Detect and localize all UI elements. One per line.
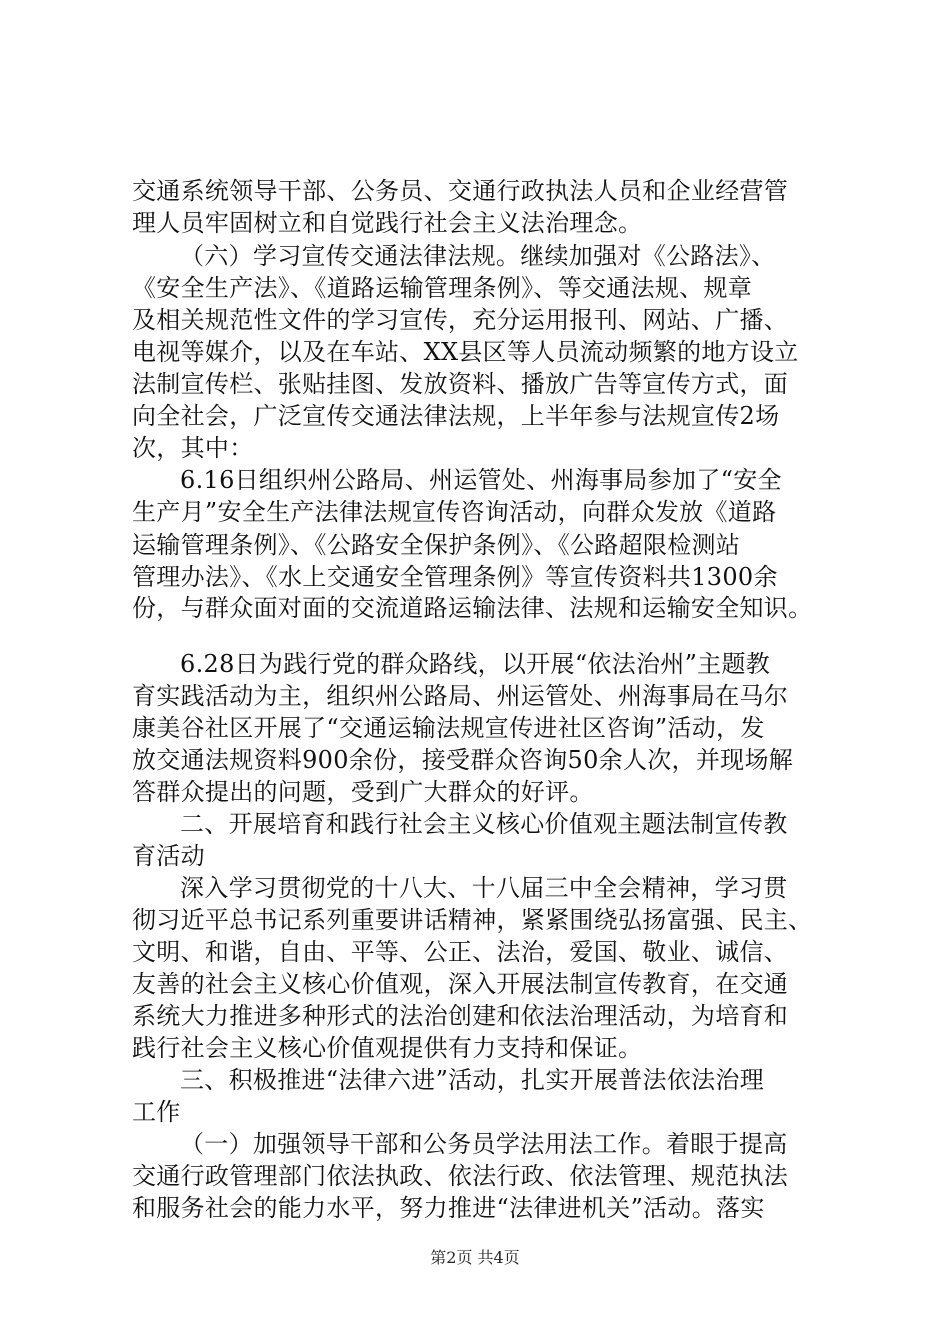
text-line: 彻习近平总书记系列重要讲话精神，紧紧围绕弘扬富强、民主、 [132,906,813,934]
section-heading: 二、开展培育和践行社会主义核心价值观主题法制宣传教 [180,810,788,838]
text-line: 6.16日组织州公路局、州运管处、州海事局参加了“安全 [180,466,782,494]
text-line: （六）学习宣传交通法律法规。继续加强对《公路法》、 [180,242,776,270]
text-line: 管理办法》、《水上交通安全管理条例》等宣传资料共1300余 [132,563,778,591]
text-line: 份，与群众面对面的交流道路运输法律、法规和运输安全知识。 [132,594,813,622]
text-line: 理人员牢固树立和自觉践行社会主义法治理念。 [132,209,643,237]
page-footer: 第2页 共4页 [430,1248,520,1267]
text-line: 文明、和谐，自由、平等、公正、法治，爱国、敬业、诚信、 [132,938,789,966]
text-line: 法制宣传栏、张贴挂图、发放资料、播放广告等宣传方式，面 [132,370,789,398]
text-line: 放交通法规资料900余份，接受群众咨询50余人次，并现场解 [132,746,794,774]
section-heading: 三、积极推进“法律六进”活动，扎实开展普法依法治理 [180,1066,765,1094]
text-line: 电视等媒介，以及在车站、XX县区等人员流动频繁的地方设立 [132,338,799,366]
text-line: （一）加强领导干部和公务员学法用法工作。着眼于提高 [180,1130,788,1158]
text-line: 交通行政管理部门依法执政、依法行政、依法管理、规范执法 [132,1162,789,1190]
text-line: 和服务社会的能力水平，努力推进“法律进机关”活动。落实 [132,1194,765,1222]
text-line: 6.28日为践行党的群众路线，以开展“依法治州”主题教 [180,650,771,678]
text-line: 向全社会，广泛宣传交通法律法规，上半年参与法规宣传2场 [132,402,780,430]
text-line: 践行社会主义核心价值观提供有力支持和保证。 [132,1034,643,1062]
text-line: 运输管理条例》、《公路安全保护条例》、《公路超限检测站 [132,531,741,559]
text-line: 及相关规范性文件的学习宣传，充分运用报刊、网站、广播、 [132,306,789,334]
text-line: 康美谷社区开展了“交通运输法规宣传进社区咨询”活动，发 [132,714,765,742]
text-line: 《安全生产法》、《道路运输管理条例》、等交通法规、规章 [132,274,753,302]
text-line: 友善的社会主义核心价值观，深入开展法制宣传教育，在交通 [132,970,789,998]
section-heading: 育活动 [132,842,205,870]
text-line: 答群众提出的问题，受到广大群众的好评。 [132,778,594,806]
text-line: 生产月”安全生产法律法规宣传咨询活动，向群众发放《道路 [132,498,777,526]
text-line: 深入学习贯彻党的十八大、十八届三中全会精神，学习贯 [180,874,788,902]
text-line: 育实践活动为主，组织州公路局、州运管处、州海事局在马尔 [132,682,789,710]
text-line: 次，其中： [132,434,254,462]
section-heading: 工作 [132,1098,181,1126]
text-line: 系统大力推进多种形式的法治创建和依法治理活动，为培育和 [132,1002,789,1030]
text-line: 交通系统领导干部、公务员、交通行政执法人员和企业经营管 [132,177,789,205]
